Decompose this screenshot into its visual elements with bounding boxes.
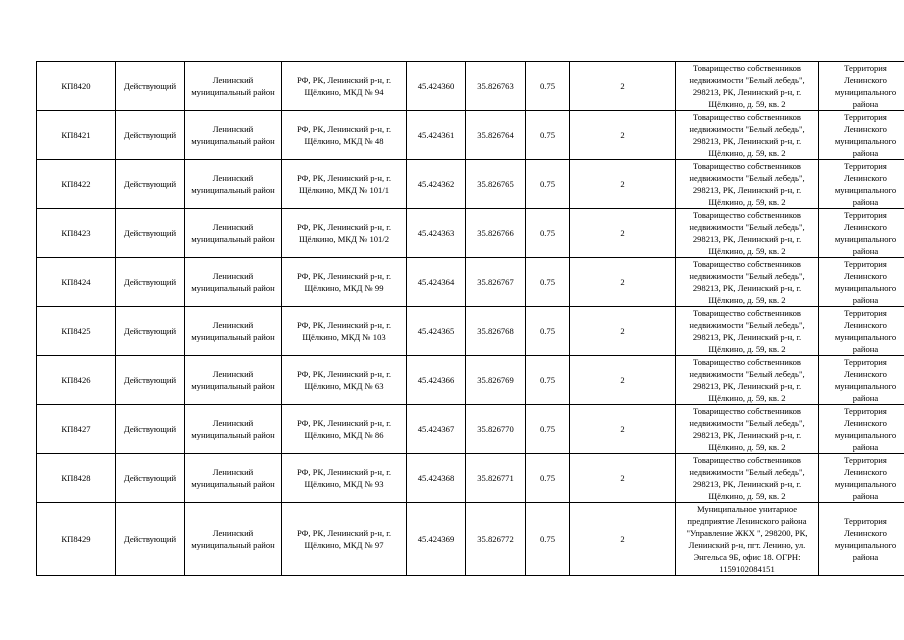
district-cell: Ленинский муниципальный район — [185, 405, 282, 454]
district-cell: Ленинский муниципальный район — [185, 356, 282, 405]
district-cell: Ленинский муниципальный район — [185, 454, 282, 503]
longitude-cell: 35.826771 — [466, 454, 526, 503]
registry-table — [36, 61, 904, 576]
container-count-cell: 2 — [570, 111, 676, 160]
table-body — [37, 62, 904, 576]
container-count-cell: 2 — [570, 405, 676, 454]
address-cell: РФ, РК, Ленинский р-н, г. Щёлкино, МКД № 99 — [282, 258, 407, 307]
district-cell: Ленинский муниципальный район — [185, 258, 282, 307]
address-cell: РФ, РК, Ленинский р-н, г. Щёлкино, МКД № 48 — [282, 111, 407, 160]
container-count-cell: 2 — [570, 160, 676, 209]
latitude-cell: 45.424365 — [407, 307, 466, 356]
table-row — [37, 209, 904, 258]
table-row — [37, 62, 904, 111]
owner-cell: Товарищество собственников недвижимости "Белый лебедь", 298213, РК, Ленинский р-н, г. Щёлкино, д. 59, кв. 2 — [676, 454, 819, 503]
container-count-cell: 2 — [570, 62, 676, 111]
owner-cell: Товарищество собственников недвижимости "Белый лебедь", 298213, РК, Ленинский р-н, г. Щёлкино, д. 59, кв. 2 — [676, 160, 819, 209]
latitude-cell: 45.424366 — [407, 356, 466, 405]
address-cell: РФ, РК, Ленинский р-н, г. Щёлкино, МКД № 94 — [282, 62, 407, 111]
area-cell: 0.75 — [526, 503, 570, 576]
container-count-cell: 2 — [570, 356, 676, 405]
territory-cell: Территория Ленинского муниципального района — [819, 111, 904, 160]
kp-id-cell: КП8426 — [37, 356, 116, 405]
area-cell: 0.75 — [526, 356, 570, 405]
container-count-cell: 2 — [570, 503, 676, 576]
address-cell: РФ, РК, Ленинский р-н, г. Щёлкино, МКД № 101/1 — [282, 160, 407, 209]
longitude-cell: 35.826768 — [466, 307, 526, 356]
owner-cell: Товарищество собственников недвижимости "Белый лебедь", 298213, РК, Ленинский р-н, г. Щёлкино, д. 59, кв. 2 — [676, 307, 819, 356]
address-cell: РФ, РК, Ленинский р-н, г. Щёлкино, МКД № 97 — [282, 503, 407, 576]
kp-id-cell: КП8425 — [37, 307, 116, 356]
owner-cell: Товарищество собственников недвижимости "Белый лебедь", 298213, РК, Ленинский р-н, г. Щёлкино, д. 59, кв. 2 — [676, 209, 819, 258]
territory-cell: Территория Ленинского муниципального района — [819, 160, 904, 209]
status-cell: Действующий — [116, 356, 185, 405]
latitude-cell: 45.424369 — [407, 503, 466, 576]
kp-id-cell: КП8429 — [37, 503, 116, 576]
status-cell: Действующий — [116, 62, 185, 111]
container-count-cell: 2 — [570, 454, 676, 503]
territory-cell: Территория Ленинского муниципального района — [819, 405, 904, 454]
status-cell: Действующий — [116, 111, 185, 160]
longitude-cell: 35.826766 — [466, 209, 526, 258]
address-cell: РФ, РК, Ленинский р-н, г. Щёлкино, МКД № 86 — [282, 405, 407, 454]
area-cell: 0.75 — [526, 405, 570, 454]
kp-id-cell: КП8420 — [37, 62, 116, 111]
kp-id-cell: КП8427 — [37, 405, 116, 454]
territory-cell: Территория Ленинского муниципального района — [819, 307, 904, 356]
longitude-cell: 35.826767 — [466, 258, 526, 307]
territory-cell: Территория Ленинского муниципального района — [819, 503, 904, 576]
area-cell: 0.75 — [526, 111, 570, 160]
owner-cell: Товарищество собственников недвижимости "Белый лебедь", 298213, РК, Ленинский р-н, г. Щёлкино, д. 59, кв. 2 — [676, 62, 819, 111]
table-row — [37, 307, 904, 356]
area-cell: 0.75 — [526, 209, 570, 258]
status-cell: Действующий — [116, 405, 185, 454]
status-cell: Действующий — [116, 307, 185, 356]
territory-cell: Территория Ленинского муниципального района — [819, 258, 904, 307]
table-row — [37, 111, 904, 160]
latitude-cell: 45.424364 — [407, 258, 466, 307]
longitude-cell: 35.826770 — [466, 405, 526, 454]
owner-cell: Товарищество собственников недвижимости "Белый лебедь", 298213, РК, Ленинский р-н, г. Щёлкино, д. 59, кв. 2 — [676, 405, 819, 454]
area-cell: 0.75 — [526, 307, 570, 356]
kp-id-cell: КП8423 — [37, 209, 116, 258]
latitude-cell: 45.424360 — [407, 62, 466, 111]
territory-cell: Территория Ленинского муниципального района — [819, 209, 904, 258]
district-cell: Ленинский муниципальный район — [185, 160, 282, 209]
status-cell: Действующий — [116, 258, 185, 307]
latitude-cell: 45.424368 — [407, 454, 466, 503]
district-cell: Ленинский муниципальный район — [185, 209, 282, 258]
latitude-cell: 45.424361 — [407, 111, 466, 160]
longitude-cell: 35.826769 — [466, 356, 526, 405]
address-cell: РФ, РК, Ленинский р-н, г. Щёлкино, МКД № 63 — [282, 356, 407, 405]
kp-id-cell: КП8428 — [37, 454, 116, 503]
table-row — [37, 405, 904, 454]
longitude-cell: 35.826764 — [466, 111, 526, 160]
status-cell: Действующий — [116, 160, 185, 209]
district-cell: Ленинский муниципальный район — [185, 503, 282, 576]
area-cell: 0.75 — [526, 160, 570, 209]
latitude-cell: 45.424367 — [407, 405, 466, 454]
address-cell: РФ, РК, Ленинский р-н, г. Щёлкино, МКД № 103 — [282, 307, 407, 356]
table-row — [37, 258, 904, 307]
table-row — [37, 356, 904, 405]
owner-cell: Товарищество собственников недвижимости "Белый лебедь", 298213, РК, Ленинский р-н, г. Щёлкино, д. 59, кв. 2 — [676, 258, 819, 307]
owner-cell: Товарищество собственников недвижимости "Белый лебедь", 298213, РК, Ленинский р-н, г. Щёлкино, д. 59, кв. 2 — [676, 356, 819, 405]
table-row — [37, 503, 904, 576]
latitude-cell: 45.424362 — [407, 160, 466, 209]
container-count-cell: 2 — [570, 258, 676, 307]
longitude-cell: 35.826772 — [466, 503, 526, 576]
area-cell: 0.75 — [526, 258, 570, 307]
district-cell: Ленинский муниципальный район — [185, 111, 282, 160]
status-cell: Действующий — [116, 454, 185, 503]
kp-id-cell: КП8421 — [37, 111, 116, 160]
area-cell: 0.75 — [526, 62, 570, 111]
longitude-cell: 35.826765 — [466, 160, 526, 209]
longitude-cell: 35.826763 — [466, 62, 526, 111]
status-cell: Действующий — [116, 209, 185, 258]
address-cell: РФ, РК, Ленинский р-н, г. Щёлкино, МКД № 101/2 — [282, 209, 407, 258]
territory-cell: Территория Ленинского муниципального района — [819, 356, 904, 405]
status-cell: Действующий — [116, 503, 185, 576]
owner-cell: Муниципальное унитарное предприятие Ленинского района "Управление ЖКХ ", 298200, РК, Ленинский р-н, пгт. Ленино, ул. Энгельса 9Б, офис 18. ОГРН: 1159102084151 — [676, 503, 819, 576]
container-count-cell: 2 — [570, 209, 676, 258]
kp-id-cell: КП8422 — [37, 160, 116, 209]
table-row — [37, 454, 904, 503]
container-count-cell: 2 — [570, 307, 676, 356]
owner-cell: Товарищество собственников недвижимости "Белый лебедь", 298213, РК, Ленинский р-н, г. Щёлкино, д. 59, кв. 2 — [676, 111, 819, 160]
latitude-cell: 45.424363 — [407, 209, 466, 258]
kp-id-cell: КП8424 — [37, 258, 116, 307]
district-cell: Ленинский муниципальный район — [185, 62, 282, 111]
territory-cell: Территория Ленинского муниципального района — [819, 454, 904, 503]
table-row — [37, 160, 904, 209]
area-cell: 0.75 — [526, 454, 570, 503]
district-cell: Ленинский муниципальный район — [185, 307, 282, 356]
address-cell: РФ, РК, Ленинский р-н, г. Щёлкино, МКД № 93 — [282, 454, 407, 503]
territory-cell: Территория Ленинского муниципального района — [819, 62, 904, 111]
